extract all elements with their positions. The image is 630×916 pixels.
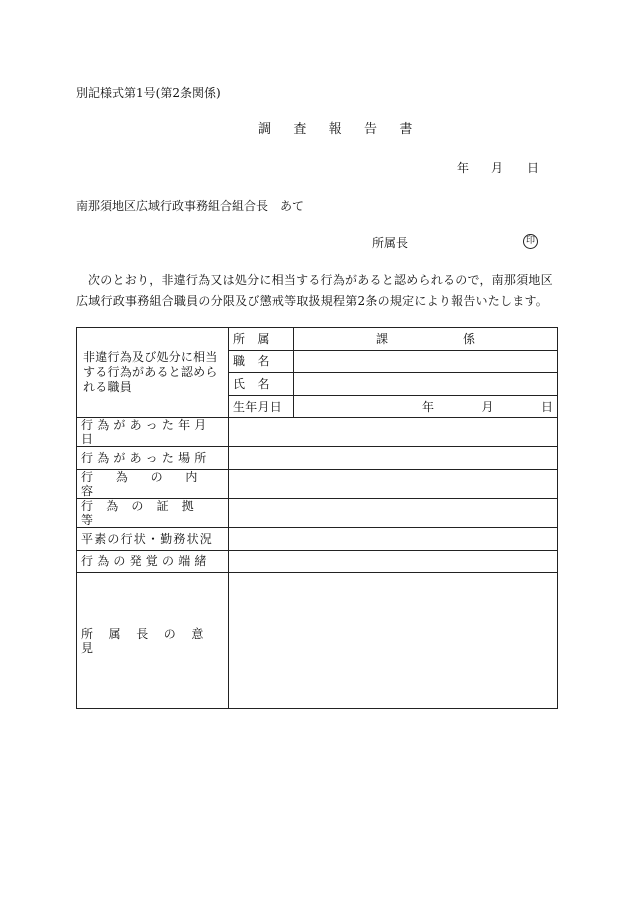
sender-title: 所属長 [372,236,409,250]
birth-year-label: 年 [422,399,435,414]
conduct-value[interactable] [229,527,558,550]
table-row [77,328,558,351]
incident-place-value[interactable] [229,447,558,470]
birth-month-label: 月 [481,399,494,414]
table-row [77,418,558,447]
employee-label: 非違行為及び処分に相当する行為があると認められる職員 [77,328,229,418]
birth-day-label: 日 [540,399,553,414]
section-label: 係 [462,331,475,346]
position-value-cell[interactable] [294,350,558,373]
name-value-cell[interactable] [294,373,558,396]
date-month: 月 [491,161,504,175]
form-number: 別記様式第1号(第2条関係) [76,86,221,100]
incident-place-label: 行為があった場所 [77,447,229,470]
birthdate-value-cell[interactable] [294,395,558,418]
table-row [77,550,558,573]
addressee: 南那須地区広域行政事務組合組合長 あて [76,199,305,213]
discovery-label: 行為の発覚の端緒 [77,550,229,573]
supervisor-opinion-value[interactable] [229,573,558,709]
evidence-value[interactable] [229,498,558,527]
table-row [77,469,558,498]
seal-mark: 印 [523,234,538,249]
body-text: 次のとおり，非違行為又は処分に相当する行為があると認められるので，南那須地区広域行政事務組合職員の分限及び懲戒等取扱規程第2条の規定により報告いたします。 [76,273,553,308]
discovery-value[interactable] [229,550,558,573]
incident-content-label: 行為の内容 [77,469,229,498]
name-label-cell: 氏 名 [229,373,294,396]
evidence-label: 行為の証拠等 [77,498,229,527]
conduct-label: 平素の行状・勤務状況 [77,527,229,550]
department-label: 課 [376,331,389,346]
affiliation-value-cell[interactable] [294,328,558,351]
birthdate-label-cell: 生年月日 [229,395,294,418]
table-row [77,527,558,550]
supervisor-opinion-label: 所属長の意見 [77,573,229,709]
position-label-cell: 職 名 [229,350,294,373]
date-year: 年 [457,161,470,175]
table-row [77,573,558,709]
document-title: 調 査 報 告 書 [258,122,422,137]
incident-date-value[interactable] [229,418,558,447]
table-row [77,447,558,470]
date-day: 日 [527,161,540,175]
affiliation-label-cell: 所 属 [229,328,294,351]
report-table [76,327,558,709]
table-row [77,498,558,527]
incident-date-label: 行為があった年月日 [77,418,229,447]
incident-content-value[interactable] [229,469,558,498]
